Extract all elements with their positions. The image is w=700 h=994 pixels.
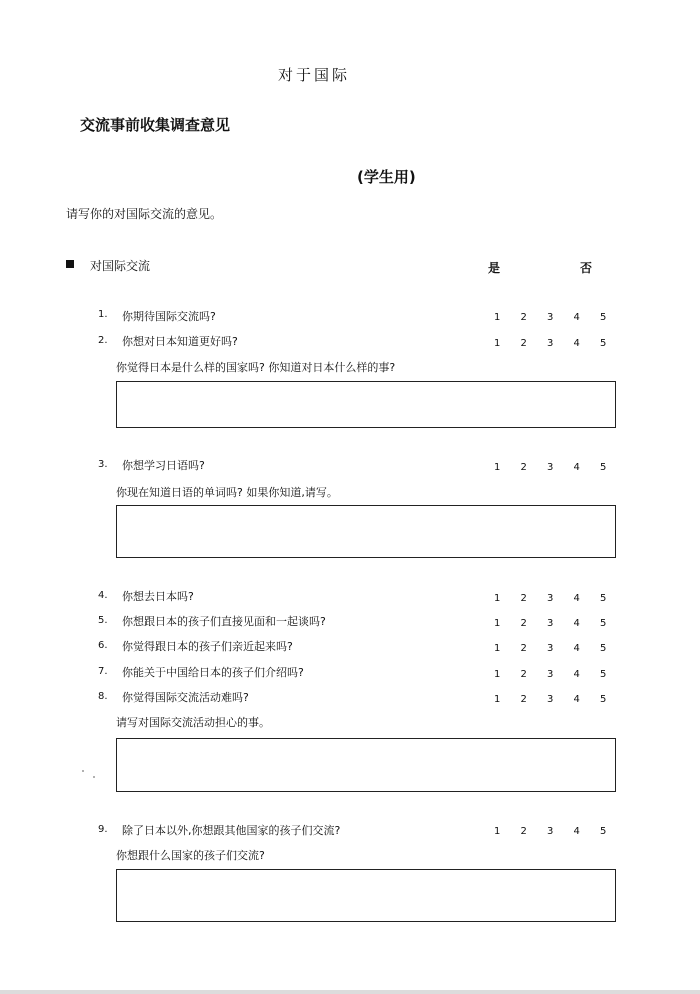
- rating-option[interactable]: 4: [573, 694, 580, 705]
- answer-box[interactable]: [116, 869, 616, 922]
- question-number: 7.: [98, 666, 108, 677]
- rating-option[interactable]: 5: [600, 618, 607, 629]
- rating-option[interactable]: 4: [573, 826, 580, 837]
- follow-up-prompt: 你觉得日本是什么样的国家吗? 你知道对日本什么样的事?: [116, 361, 396, 374]
- question-number: 5.: [98, 615, 108, 626]
- section-bullet-icon: [66, 260, 74, 268]
- rating-option[interactable]: 5: [600, 826, 607, 837]
- question-text: 你想去日本吗?: [122, 590, 194, 603]
- question-number: 9.: [98, 824, 108, 835]
- rating-scale[interactable]: [494, 694, 627, 705]
- intro-text: 请写你的对国际交流的意见。: [66, 207, 223, 221]
- rating-scale[interactable]: [494, 462, 627, 473]
- rating-option[interactable]: 1: [494, 338, 501, 349]
- rating-option[interactable]: 2: [520, 618, 527, 629]
- rating-option[interactable]: 1: [494, 462, 501, 473]
- rating-scale[interactable]: [494, 826, 627, 837]
- rating-option[interactable]: 3: [547, 826, 554, 837]
- question-number: 3.: [98, 459, 108, 470]
- answer-box[interactable]: [116, 738, 616, 792]
- rating-scale[interactable]: [494, 593, 627, 604]
- question-number: 8.: [98, 691, 108, 702]
- answer-box[interactable]: [116, 505, 616, 558]
- rating-option[interactable]: 4: [573, 669, 580, 680]
- question-text: 除了日本以外,你想跟其他国家的孩子们交流?: [122, 824, 341, 837]
- rating-option[interactable]: 2: [520, 826, 527, 837]
- rating-option[interactable]: 3: [547, 312, 554, 323]
- rating-option[interactable]: 3: [547, 643, 554, 654]
- no-label: 否: [580, 261, 593, 275]
- rating-option[interactable]: 5: [600, 669, 607, 680]
- rating-option[interactable]: 2: [520, 669, 527, 680]
- rating-option[interactable]: 5: [600, 643, 607, 654]
- rating-scale[interactable]: [494, 338, 627, 349]
- rating-option[interactable]: 2: [520, 643, 527, 654]
- rating-option[interactable]: 4: [573, 593, 580, 604]
- yes-label: 是: [488, 261, 501, 275]
- rating-scale[interactable]: [494, 312, 627, 323]
- audience-label: (学生用): [357, 168, 416, 186]
- question-text: 你觉得国际交流活动难吗?: [122, 691, 249, 704]
- page-bottom-edge: [0, 990, 700, 994]
- rating-option[interactable]: 5: [600, 338, 607, 349]
- rating-option[interactable]: 1: [494, 593, 501, 604]
- rating-option[interactable]: 2: [520, 694, 527, 705]
- question-text: 你能关于中国给日本的孩子们介绍吗?: [122, 666, 304, 679]
- form-subtitle: 交流事前收集调查意见: [80, 116, 231, 134]
- question-text: 你想学习日语吗?: [122, 459, 205, 472]
- rating-option[interactable]: 5: [600, 462, 607, 473]
- rating-option[interactable]: 3: [547, 618, 554, 629]
- rating-option[interactable]: 1: [494, 643, 501, 654]
- follow-up-prompt: 你现在知道日语的单词吗? 如果你知道,请写。: [116, 486, 338, 499]
- section-title: 对国际交流: [90, 259, 151, 273]
- rating-option[interactable]: 3: [547, 694, 554, 705]
- rating-option[interactable]: 1: [494, 618, 501, 629]
- rating-option[interactable]: 3: [547, 338, 554, 349]
- rating-option[interactable]: 2: [520, 593, 527, 604]
- rating-option[interactable]: 3: [547, 593, 554, 604]
- scan-speck: [93, 776, 95, 778]
- rating-option[interactable]: 4: [573, 618, 580, 629]
- rating-option[interactable]: 4: [573, 312, 580, 323]
- rating-option[interactable]: 1: [494, 694, 501, 705]
- follow-up-prompt: 请写对国际交流活动担心的事。: [116, 716, 270, 729]
- follow-up-prompt: 你想跟什么国家的孩子们交流?: [116, 849, 265, 862]
- rating-option[interactable]: 5: [600, 312, 607, 323]
- rating-option[interactable]: 2: [520, 312, 527, 323]
- question-number: 2.: [98, 335, 108, 346]
- rating-option[interactable]: 1: [494, 826, 501, 837]
- rating-scale[interactable]: [494, 618, 627, 629]
- question-text: 你期待国际交流吗?: [122, 310, 216, 323]
- form-title: 对于国际: [278, 66, 351, 84]
- question-text: 你觉得跟日本的孩子们亲近起来吗?: [122, 640, 293, 653]
- rating-option[interactable]: 3: [547, 669, 554, 680]
- rating-option[interactable]: 2: [520, 338, 527, 349]
- rating-option[interactable]: 4: [573, 338, 580, 349]
- question-number: 4.: [98, 590, 108, 601]
- question-number: 6.: [98, 640, 108, 651]
- question-text: 你想对日本知道更好吗?: [122, 335, 238, 348]
- question-text: 你想跟日本的孩子们直接见面和一起谈吗?: [122, 615, 326, 628]
- question-number: 1.: [98, 309, 108, 320]
- rating-option[interactable]: 4: [573, 643, 580, 654]
- rating-option[interactable]: 4: [573, 462, 580, 473]
- scan-speck: [82, 770, 84, 772]
- rating-scale[interactable]: [494, 669, 627, 680]
- rating-option[interactable]: 5: [600, 694, 607, 705]
- rating-option[interactable]: 3: [547, 462, 554, 473]
- answer-box[interactable]: [116, 381, 616, 428]
- rating-option[interactable]: 1: [494, 312, 501, 323]
- rating-option[interactable]: 5: [600, 593, 607, 604]
- rating-option[interactable]: 1: [494, 669, 501, 680]
- rating-scale[interactable]: [494, 643, 627, 654]
- rating-option[interactable]: 2: [520, 462, 527, 473]
